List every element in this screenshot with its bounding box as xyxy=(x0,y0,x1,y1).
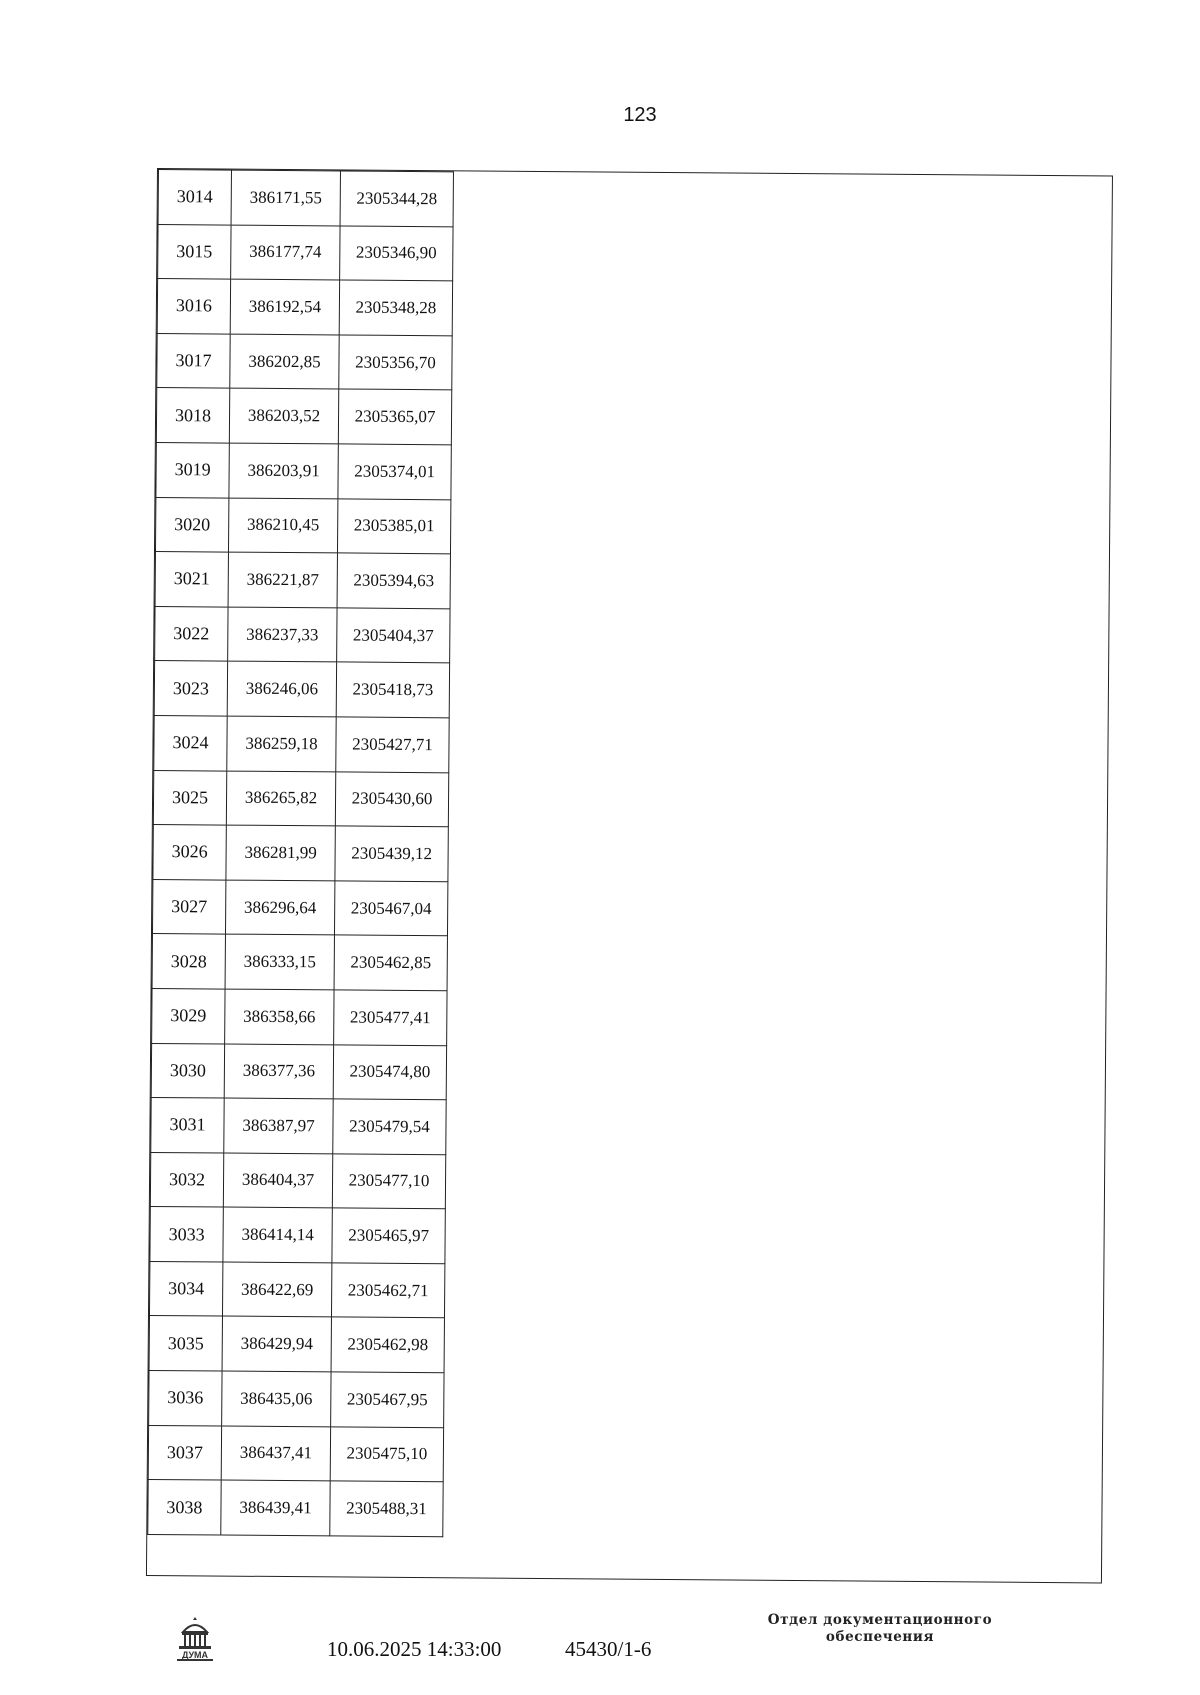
x-coordinate-cell: 386259,18 xyxy=(227,716,336,771)
point-number-cell: 3034 xyxy=(149,1261,222,1316)
duma-emblem-icon xyxy=(173,1614,217,1662)
table-row xyxy=(154,661,449,718)
table-row xyxy=(155,606,450,663)
point-number-cell: 3035 xyxy=(149,1316,222,1371)
point-number-cell: 3027 xyxy=(152,879,225,934)
table-row xyxy=(158,224,453,281)
x-coordinate-cell: 386221,87 xyxy=(228,552,337,607)
table-row xyxy=(155,497,450,554)
table-row xyxy=(152,879,447,936)
table-row xyxy=(154,715,449,772)
y-coordinate-cell: 2305477,10 xyxy=(332,1154,445,1209)
y-coordinate-cell: 2305427,71 xyxy=(336,717,449,772)
x-coordinate-cell: 386333,15 xyxy=(225,934,334,989)
x-coordinate-cell: 386203,91 xyxy=(229,443,338,498)
x-coordinate-cell: 386202,85 xyxy=(230,334,339,389)
point-number-cell: 3028 xyxy=(152,934,225,989)
point-number-cell: 3036 xyxy=(149,1371,222,1426)
table-row xyxy=(153,825,448,882)
x-coordinate-cell: 386387,97 xyxy=(224,1098,333,1153)
table-row xyxy=(148,1425,443,1482)
y-coordinate-cell: 2305479,54 xyxy=(333,1099,446,1154)
y-coordinate-cell: 2305356,70 xyxy=(339,335,452,390)
y-coordinate-cell: 2305348,28 xyxy=(339,280,452,335)
point-number-cell: 3033 xyxy=(150,1207,223,1262)
page-number: 123 xyxy=(623,104,657,126)
x-coordinate-cell: 386237,33 xyxy=(228,607,337,662)
x-coordinate-cell: 386437,41 xyxy=(221,1426,330,1481)
emblem-label: ДУМА xyxy=(181,1650,209,1660)
table-row xyxy=(156,442,451,499)
point-number-cell: 3037 xyxy=(148,1425,221,1480)
x-coordinate-cell: 386435,06 xyxy=(222,1371,331,1426)
y-coordinate-cell: 2305404,37 xyxy=(337,608,450,663)
y-coordinate-cell: 2305418,73 xyxy=(336,662,449,717)
x-coordinate-cell: 386246,06 xyxy=(227,661,336,716)
coordinates-table xyxy=(147,169,454,1537)
y-coordinate-cell: 2305462,71 xyxy=(331,1263,444,1318)
table-row xyxy=(157,279,452,336)
y-coordinate-cell: 2305467,95 xyxy=(331,1372,444,1427)
x-coordinate-cell: 386414,14 xyxy=(223,1207,332,1262)
y-coordinate-cell: 2305374,01 xyxy=(338,444,451,499)
table-row xyxy=(149,1261,444,1318)
point-number-cell: 3030 xyxy=(151,1043,224,1098)
x-coordinate-cell: 386281,99 xyxy=(226,825,335,880)
table-row xyxy=(150,1152,445,1209)
y-coordinate-cell: 2305474,80 xyxy=(333,1044,446,1099)
registration-datetime: 10.06.2025 14:33:00 xyxy=(327,1637,502,1661)
coordinates-frame xyxy=(146,168,1113,1583)
y-coordinate-cell: 2305346,90 xyxy=(340,226,453,281)
point-number-cell: 3021 xyxy=(155,552,228,607)
x-coordinate-cell: 386439,41 xyxy=(221,1480,330,1535)
coordinates-table-body xyxy=(148,170,454,1537)
x-coordinate-cell: 386265,82 xyxy=(226,771,335,826)
y-coordinate-cell: 2305439,12 xyxy=(335,826,448,881)
y-coordinate-cell: 2305394,63 xyxy=(337,553,450,608)
y-coordinate-cell: 2305365,07 xyxy=(338,389,451,444)
table-row xyxy=(152,934,447,991)
department-stamp xyxy=(735,1612,1025,1646)
y-coordinate-cell: 2305430,60 xyxy=(335,771,448,826)
point-number-cell: 3025 xyxy=(153,770,226,825)
table-row xyxy=(157,333,452,390)
table-row xyxy=(153,770,448,827)
table-row xyxy=(149,1316,444,1373)
x-coordinate-cell: 386358,66 xyxy=(225,989,334,1044)
table-row xyxy=(149,1371,444,1428)
y-coordinate-cell: 2305462,85 xyxy=(334,935,447,990)
point-number-cell: 3020 xyxy=(155,497,228,552)
y-coordinate-cell: 2305475,10 xyxy=(330,1427,443,1482)
y-coordinate-cell: 2305488,31 xyxy=(330,1481,443,1536)
point-number-cell: 3015 xyxy=(158,224,231,279)
point-number-cell: 3032 xyxy=(150,1152,223,1207)
x-coordinate-cell: 386377,36 xyxy=(224,1044,333,1099)
x-coordinate-cell: 386192,54 xyxy=(230,279,339,334)
point-number-cell: 3016 xyxy=(157,279,230,334)
x-coordinate-cell: 386296,64 xyxy=(225,880,334,935)
table-row xyxy=(148,1480,443,1537)
x-coordinate-cell: 386171,55 xyxy=(231,170,340,225)
x-coordinate-cell: 386177,74 xyxy=(231,225,340,280)
table-row xyxy=(150,1207,445,1264)
point-number-cell: 3018 xyxy=(156,388,229,443)
point-number-cell: 3014 xyxy=(158,170,231,225)
x-coordinate-cell: 386422,69 xyxy=(222,1262,331,1317)
x-coordinate-cell: 386429,94 xyxy=(222,1317,331,1372)
point-number-cell: 3023 xyxy=(154,661,227,716)
table-row xyxy=(158,170,453,227)
table-row xyxy=(155,552,450,609)
point-number-cell: 3022 xyxy=(155,606,228,661)
document-number: 45430/1-6 xyxy=(565,1637,652,1661)
y-coordinate-cell: 2305465,97 xyxy=(332,1208,445,1263)
point-number-cell: 3031 xyxy=(151,1098,224,1153)
table-row xyxy=(151,1098,446,1155)
y-coordinate-cell: 2305344,28 xyxy=(340,171,453,226)
table-row xyxy=(152,988,447,1045)
point-number-cell: 3024 xyxy=(154,715,227,770)
y-coordinate-cell: 2305462,98 xyxy=(331,1317,444,1372)
point-number-cell: 3019 xyxy=(156,442,229,497)
table-row xyxy=(151,1043,446,1100)
department-line-2: обеспечения xyxy=(825,1629,935,1645)
x-coordinate-cell: 386210,45 xyxy=(228,498,337,553)
y-coordinate-cell: 2305477,41 xyxy=(334,990,447,1045)
y-coordinate-cell: 2305467,04 xyxy=(334,881,447,936)
x-coordinate-cell: 386203,52 xyxy=(229,388,338,443)
table-row xyxy=(156,388,451,445)
y-coordinate-cell: 2305385,01 xyxy=(337,498,450,553)
x-coordinate-cell: 386404,37 xyxy=(223,1153,332,1208)
point-number-cell: 3029 xyxy=(152,988,225,1043)
point-number-cell: 3038 xyxy=(148,1480,221,1535)
point-number-cell: 3026 xyxy=(153,825,226,880)
point-number-cell: 3017 xyxy=(157,333,230,388)
department-line-1: Отдел документационного xyxy=(767,1612,993,1628)
